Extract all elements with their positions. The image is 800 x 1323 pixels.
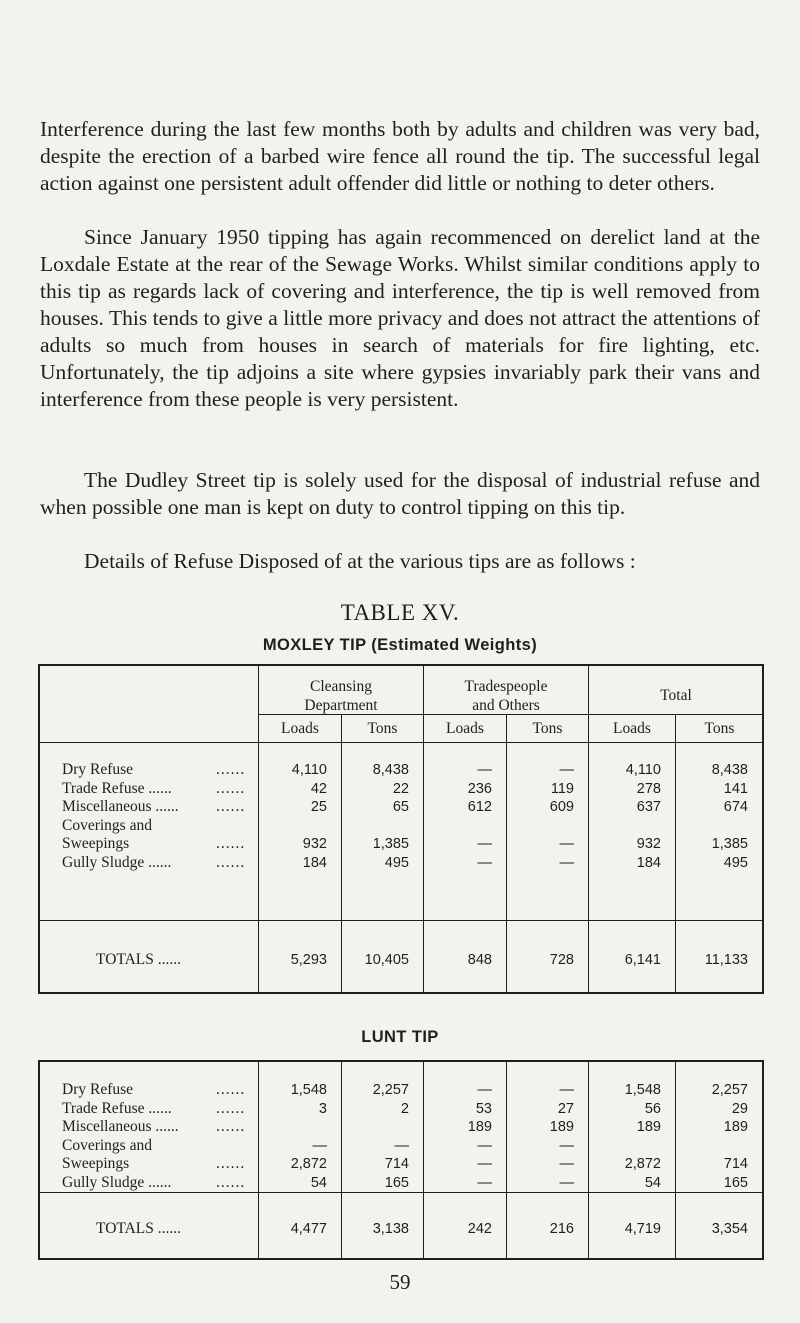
table-cell: 612 [467, 799, 492, 815]
lunt-total-trades-loads: 242 [467, 1221, 492, 1237]
lunt-table [38, 1060, 764, 1260]
table-cell: — [559, 1156, 574, 1172]
row-label: Miscellaneous ...... [62, 1118, 179, 1135]
row-label: Miscellaneous ...... [62, 798, 179, 815]
table-cell: — [559, 1137, 574, 1154]
table-cell: — [477, 1174, 492, 1191]
header-tradespeople: Tradespeople and Others [464, 678, 548, 714]
table-cell: 932 [636, 836, 661, 852]
table-cell: 189 [723, 1119, 748, 1135]
table-cell: 3 [318, 1100, 327, 1117]
header-loads: Loads [613, 720, 651, 737]
moxley-total-trades-loads: 848 [467, 952, 492, 968]
paragraph-loxdale: Since January 1950 tipping has again recommenced on derelict land at the Loxdale Estate at the rear of the Sewage Works. Whilst similar conditions apply to this tip as regards lack of covering and interference, the tip is well removed from houses. This tends to give a little more privacy and does not attract the attentions of adults so much from houses in search of materials for fire lighting, etc. Unfortunately, the tip adjoins a site where gypsies invariably park their vans and interference from these people is very persistent. [40, 225, 760, 411]
table-cell: 189 [636, 1119, 661, 1135]
lunt-total-cleansing-tons: 3,138 [372, 1221, 409, 1237]
table-cell: 54 [644, 1174, 661, 1191]
leader-dots: ...... [216, 1173, 246, 1191]
leader-dots: ...... [216, 1155, 246, 1172]
paragraph-details: Details of Refuse Disposed of at the various tips are as follows : [84, 549, 636, 573]
table-cell: — [559, 854, 574, 871]
table-cell: 165 [384, 1174, 409, 1191]
table-cell: 2,257 [711, 1082, 748, 1098]
lunt-caption: LUNT TIP [361, 1028, 439, 1046]
table-cell: 2 [400, 1100, 409, 1117]
row-label: Coverings and [62, 816, 152, 834]
moxley-total-cleansing-tons: 10,405 [364, 952, 409, 968]
header-loads: Loads [446, 720, 484, 737]
lunt-total-tons: 3,354 [711, 1221, 748, 1237]
table-cell: 4,110 [625, 762, 661, 778]
table-cell: 184 [636, 854, 661, 871]
row-label: Trade Refuse ...... [62, 1099, 172, 1117]
table-cell: — [477, 1156, 492, 1172]
leader-dots: ...... [216, 779, 246, 797]
table-cell: 27 [557, 1100, 574, 1117]
moxley-total-cleansing-loads: 5,293 [290, 952, 327, 968]
lunt-total-cleansing-loads: 4,477 [290, 1221, 327, 1237]
moxley-total-tons: 11,133 [704, 952, 748, 968]
header-loads: Loads [281, 720, 319, 737]
header-cleansing-department: Cleansing Department [304, 678, 378, 714]
table-cell: 54 [310, 1174, 327, 1191]
table-cell: 2,872 [290, 1156, 327, 1172]
table-cell: — [477, 854, 492, 871]
header-tons: Tons [704, 720, 735, 737]
table-cell: 674 [723, 799, 748, 815]
row-label: Gully Sludge ...... [62, 1173, 172, 1191]
table-cell: — [559, 1174, 574, 1191]
moxley-table [38, 664, 764, 994]
moxley-caption: MOXLEY TIP (Estimated Weights) [262, 636, 538, 654]
table-cell: 609 [549, 799, 574, 815]
table-cell: — [394, 1137, 409, 1154]
table-cell: — [312, 1137, 327, 1154]
table-cell: — [559, 762, 574, 778]
table-cell: — [477, 762, 492, 778]
table-cell: 8,438 [372, 762, 409, 778]
table-cell: 932 [302, 836, 327, 852]
table-cell: 714 [384, 1156, 409, 1172]
row-label: Coverings and [62, 1136, 152, 1154]
table-cell: — [559, 836, 574, 852]
table-cell: 25 [310, 799, 327, 815]
table-cell: 495 [723, 854, 748, 871]
row-label: Dry Refuse [62, 761, 134, 778]
leader-dots: ...... [216, 835, 246, 852]
leader-dots: ...... [216, 761, 246, 778]
table-cell: 189 [549, 1119, 574, 1135]
header-total: Total [660, 687, 692, 704]
row-label: Dry Refuse [62, 1081, 134, 1098]
table-cell: 42 [310, 780, 327, 797]
leader-dots: ...... [216, 1099, 246, 1117]
header-tons: Tons [532, 720, 563, 737]
table-cell: 714 [723, 1156, 748, 1172]
table-cell: — [477, 1082, 492, 1098]
leader-dots: ...... [216, 853, 246, 871]
table-cell: 8,438 [711, 762, 748, 778]
table-cell: 65 [392, 799, 409, 815]
leader-dots: ...... [216, 1081, 246, 1098]
lunt-totals-label: TOTALS ...... [96, 1220, 182, 1237]
table-cell: 2,257 [372, 1082, 409, 1098]
table-cell: 1,548 [624, 1082, 661, 1098]
table-cell: 165 [723, 1174, 748, 1191]
table-cell: — [559, 1082, 574, 1098]
table-cell: 119 [550, 780, 574, 797]
table-cell: 1,385 [372, 836, 409, 852]
table-cell: — [477, 836, 492, 852]
table-cell: 53 [475, 1100, 492, 1117]
row-label: Sweepings [62, 835, 130, 852]
table-cell: 29 [731, 1100, 748, 1117]
table-cell: 278 [636, 780, 661, 797]
leader-dots: ...... [216, 1118, 246, 1135]
row-label: Gully Sludge ...... [62, 853, 172, 871]
table-cell: 4,110 [291, 762, 327, 778]
row-label: Sweepings [62, 1155, 130, 1172]
page-number: 59 [389, 1270, 411, 1294]
table-cell: 2,872 [624, 1156, 661, 1172]
table-cell: 189 [467, 1119, 492, 1135]
lunt-total-loads: 4,719 [624, 1221, 661, 1237]
paragraph-dudley-street: The Dudley Street tip is solely used for the disposal of industrial refuse and when possible one man is kept on duty to control tipping on this tip. [40, 468, 760, 519]
row-label: Trade Refuse ...... [62, 779, 172, 797]
moxley-total-trades-tons: 728 [549, 952, 574, 968]
leader-dots: ...... [216, 798, 246, 815]
table-cell: 1,548 [290, 1082, 327, 1098]
moxley-total-loads: 6,141 [624, 952, 661, 968]
table-cell: — [477, 1137, 492, 1154]
table-cell: 184 [302, 854, 327, 871]
paragraph-interference: Interference during the last few months both by adults and children was very bad, despite the erection of a barbed wire fence all round the tip. The successful legal action against one persistent adult offender did little or nothing to deter others. [40, 117, 760, 195]
moxley-totals-label: TOTALS ...... [96, 951, 182, 968]
lunt-total-trades-tons: 216 [549, 1221, 574, 1237]
table-cell: 141 [723, 780, 748, 797]
table-cell: 236 [467, 780, 492, 797]
table-cell: 1,385 [711, 836, 748, 852]
header-tons: Tons [367, 720, 398, 737]
table-cell: 22 [392, 780, 409, 797]
table-cell: 495 [384, 854, 409, 871]
table-cell: 637 [636, 799, 661, 815]
table-cell: 56 [644, 1100, 661, 1117]
table-title: TABLE XV. [340, 600, 460, 625]
